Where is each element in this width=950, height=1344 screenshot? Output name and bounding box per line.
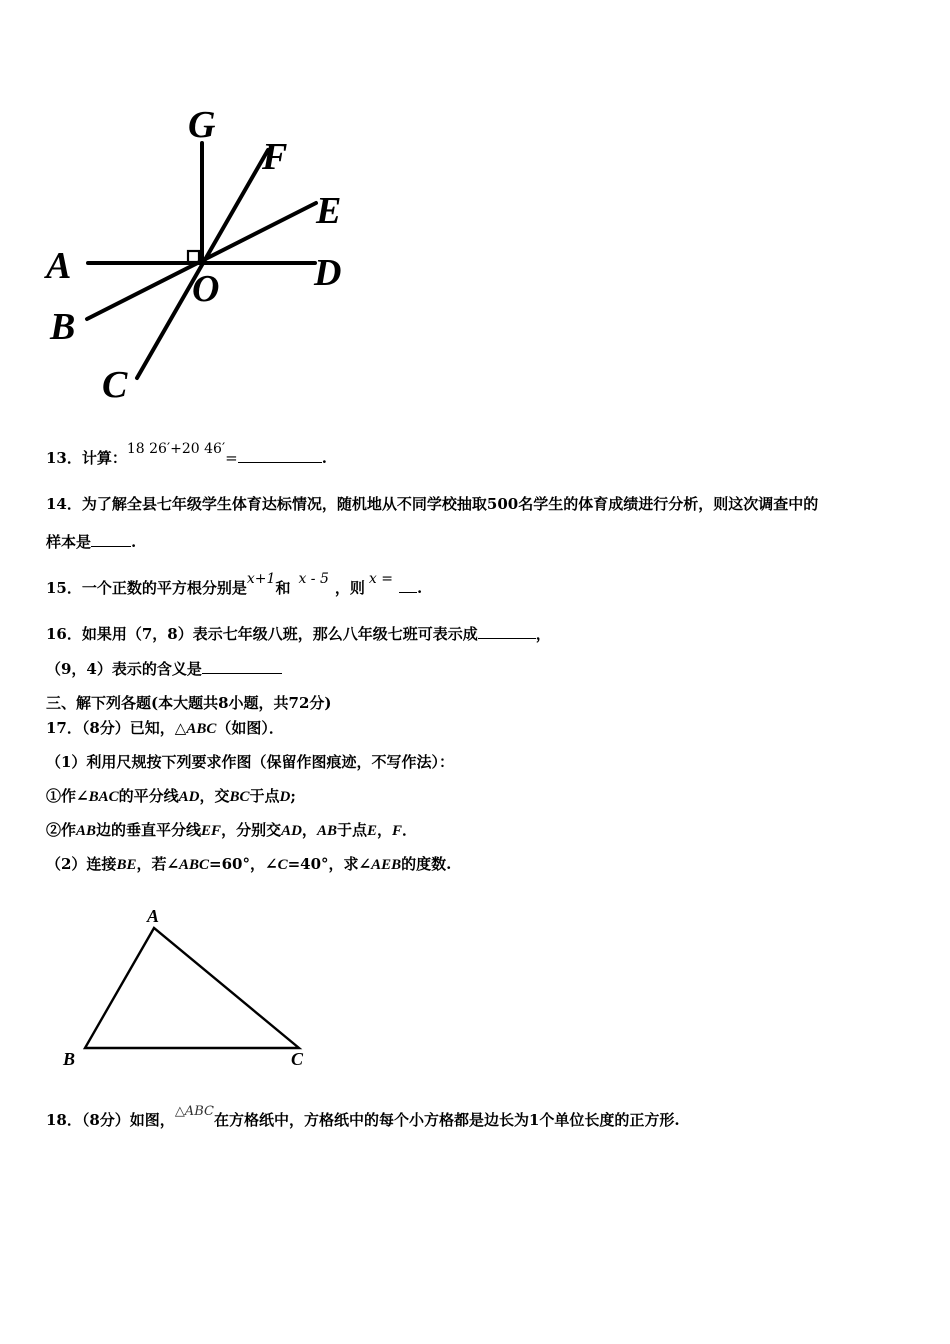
q17-s2-ab: AB [76, 823, 97, 839]
question-15 [46, 571, 423, 599]
q16-answer-blank-1[interactable] [478, 624, 536, 639]
q15-text-c: ，则 [334, 579, 365, 597]
q17-s2-b: 边的垂直平分线 [96, 821, 202, 839]
q17-s2-d: ， [301, 821, 317, 839]
q17-s2-ad: AD [281, 823, 302, 839]
q17-p2-b: ，若∠ [136, 855, 180, 873]
q17-s2-ef: EF [201, 823, 222, 839]
section-3-title [46, 693, 332, 713]
q15-text-b: 和 [275, 579, 291, 597]
q14-end: . [131, 533, 137, 551]
question-18 [46, 1104, 680, 1132]
q16-answer-blank-2[interactable] [202, 659, 282, 674]
q17-s1-c: ，交 [199, 787, 230, 805]
question-17-step2 [46, 820, 417, 841]
label-f: F [262, 136, 288, 178]
tri-label-a: A [147, 906, 160, 926]
label-o: O [192, 268, 220, 310]
q18-text-a: 18．（8分）如图， [46, 1111, 175, 1129]
q16-text: 16．如果用（7，8）表示七年级八班，那么八年级七班可表示成 [46, 625, 478, 643]
q17-s1-bac: BAC [88, 789, 119, 805]
question-14-line1 [46, 494, 818, 514]
q17-p2-aeb: AEB [371, 857, 402, 873]
label-a: A [46, 245, 72, 287]
label-b: B [50, 306, 76, 348]
q15-answer-blank[interactable] [399, 578, 417, 593]
q13-equals: = [225, 449, 238, 467]
q17-part1-text: （1）利用尺规按下列要求作图（保留作图痕迹，不写作法）： [46, 753, 454, 771]
q17-title-a: 17．（8分）已知，△ [46, 719, 187, 737]
q14-text: 14．为了解全县七年级学生体育达标情况，随机地从不同学校抽取500名学生的体育成绩进行分析，则这次调查中的 [46, 495, 819, 513]
triangle-figure [55, 900, 325, 1075]
q17-s1-e: ; [290, 787, 296, 805]
question-14-line2 [46, 532, 136, 552]
section-3-text: 三、解下列各题(本大题共8小题，共72分) [46, 694, 332, 712]
q13-number: 13．计算： [46, 449, 127, 467]
q17-p2-a: （2）连接 [46, 855, 117, 873]
q16-text-2: （9，4）表示的含义是 [46, 660, 202, 678]
q18-text-b: 在方格纸中，方格纸中的每个小方格都是边长为1个单位长度的正方形. [213, 1111, 680, 1129]
q17-s1-a: ①作∠ [46, 787, 89, 805]
question-17-part1 [46, 752, 454, 772]
q17-s1-bc: BC [229, 789, 250, 805]
q17-s1-dd: D [279, 789, 291, 805]
q17-p2-e: 的度数. [401, 855, 452, 873]
q16-line1-end: ， [535, 625, 551, 643]
q17-title-abc: ABC [186, 721, 217, 737]
q17-s2-e: 于点 [336, 821, 367, 839]
question-13 [46, 441, 327, 469]
q15-end: . [416, 579, 423, 597]
q17-s1-d: 于点 [249, 787, 280, 805]
question-16-line1 [46, 624, 551, 644]
q17-s2-c: ，分别交 [221, 821, 282, 839]
q13-expression: 18 26′+20 46′ [126, 441, 226, 457]
q17-p2-cc: C [277, 857, 288, 873]
question-17-title [46, 718, 284, 739]
label-g: G [188, 104, 216, 146]
label-e: E [316, 190, 342, 232]
tri-label-c: C [291, 1049, 304, 1069]
q17-p2-c: =60°，∠ [209, 855, 278, 873]
q17-title-b: （如图）． [216, 719, 284, 737]
q14-answer-blank[interactable] [91, 532, 131, 547]
question-17-part2 [46, 854, 451, 875]
q17-s2-a: ②作 [46, 821, 77, 839]
q15-expr-3: x = [368, 571, 393, 587]
q17-s2-ff: F [392, 823, 403, 839]
q17-s2-f: ， [376, 821, 392, 839]
tri-label-b: B [63, 1049, 76, 1069]
q15-text-a: 15．一个正数的平方根分别是 [46, 579, 247, 597]
question-16-line2 [46, 659, 282, 679]
label-d: D [314, 252, 342, 294]
q17-s1-ad: AD [178, 789, 200, 805]
q17-p2-d: =40°，求∠ [287, 855, 372, 873]
q14-sample-label: 样本是 [46, 533, 92, 551]
label-c: C [102, 364, 128, 406]
q17-s2-ab2: AB [316, 823, 337, 839]
q18-expr: △ABC [174, 1104, 214, 1119]
triangle-abc [85, 928, 299, 1048]
right-angle-mark [188, 251, 199, 262]
q13-end: . [321, 449, 327, 467]
q17-p2-be: BE [116, 857, 137, 873]
angle-figure [40, 95, 370, 410]
question-17-step1 [46, 786, 296, 807]
q13-answer-blank[interactable] [238, 448, 322, 463]
q17-s2-g: ． [402, 821, 418, 839]
q17-s1-b: 的平分线 [118, 787, 179, 805]
q17-s2-ee: E [366, 823, 377, 839]
q15-expr-1: x+1 [246, 571, 276, 587]
q15-expr-2: x - 5 [298, 571, 329, 587]
q17-p2-abc: ABC [179, 857, 210, 873]
